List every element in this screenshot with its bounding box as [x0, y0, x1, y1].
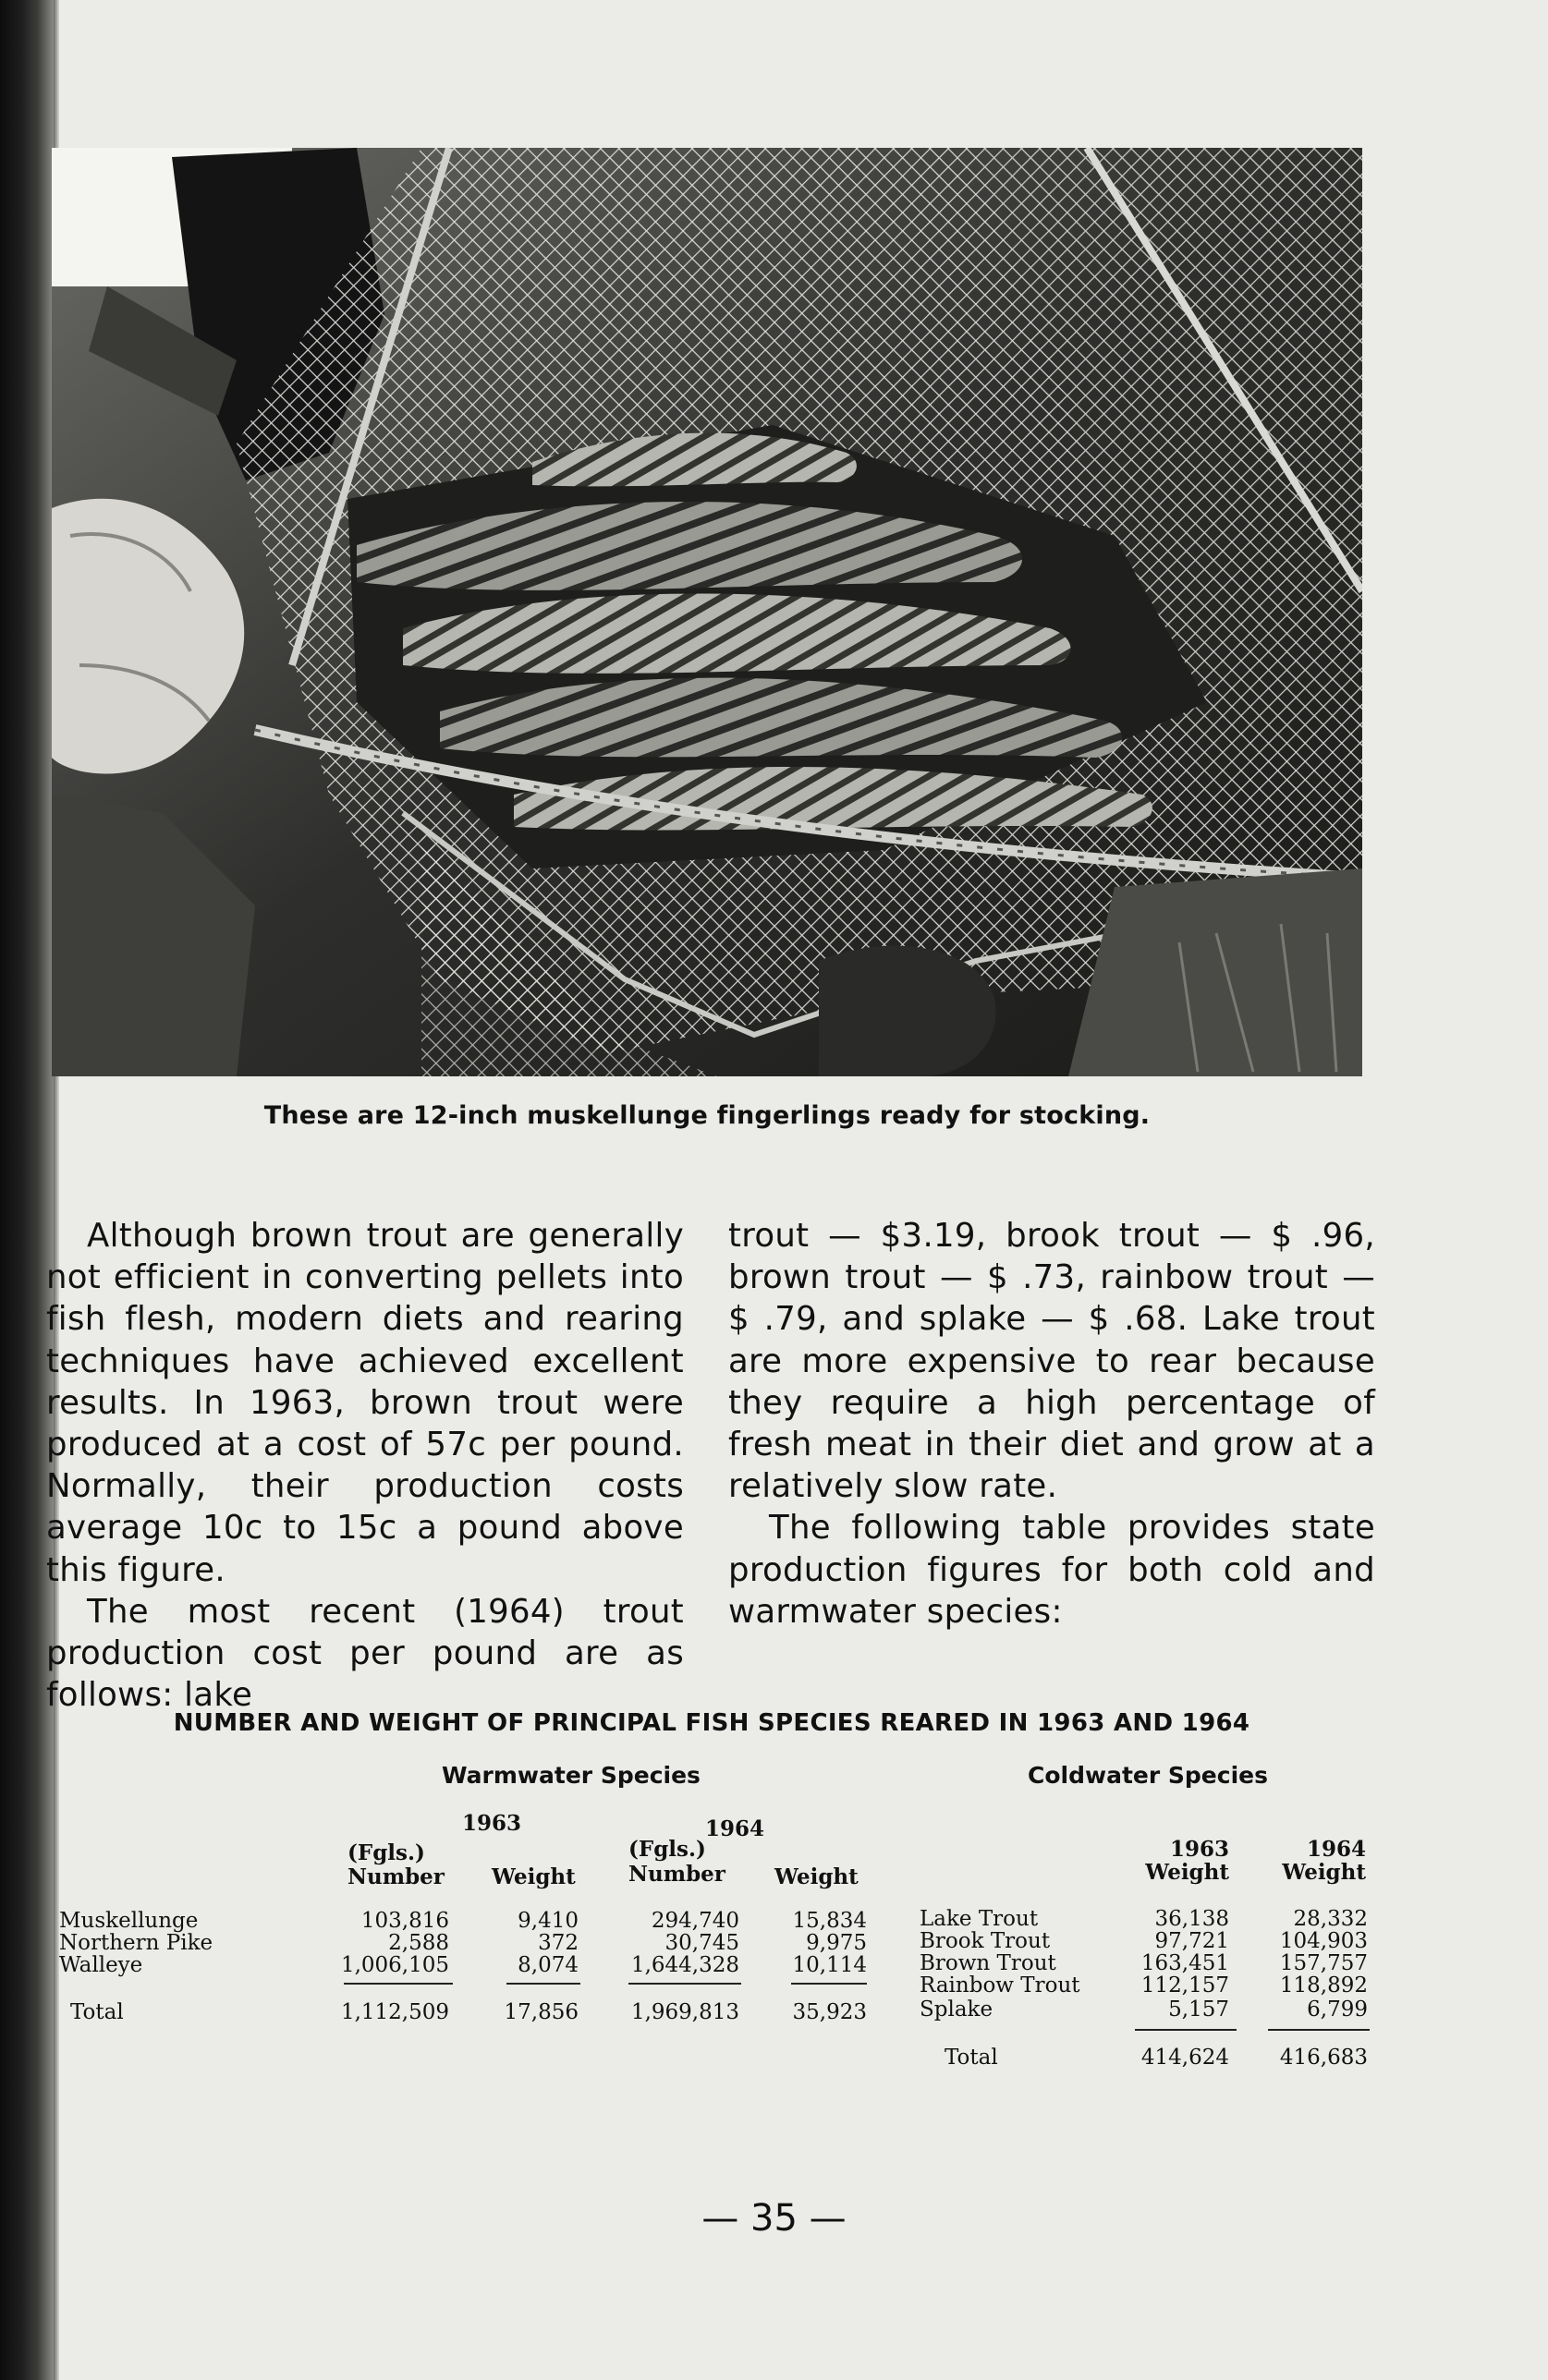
cold-species-3: Rainbow Trout: [920, 1973, 1080, 1998]
cold-rule-w63: [1135, 2029, 1237, 2031]
warm-species-2: Walleye: [59, 1953, 143, 1977]
cold-weight-1964: Weight: [1282, 1860, 1366, 1885]
cold-w63-4: 5,157: [1168, 1998, 1229, 2022]
cold-w64-2: 157,757: [1279, 1951, 1368, 1975]
warm-rule-w64: [791, 1983, 867, 1985]
right-column: [728, 1215, 1375, 1633]
cold-w64-0: 28,332: [1293, 1907, 1368, 1931]
cold-species-4: Splake: [920, 1998, 993, 2022]
cold-w63-2: 163,451: [1140, 1951, 1229, 1975]
warm-species-0: Muskellunge: [59, 1909, 199, 1933]
cold-w63-0: 36,138: [1154, 1907, 1229, 1931]
warm-fgls-1964: (Fgls.): [628, 1837, 706, 1862]
warm-total-n64: 1,969,813: [630, 2000, 739, 2024]
cold-species-2: Brown Trout: [920, 1951, 1056, 1975]
warm-w64-0: 15,834: [792, 1909, 867, 1933]
cold-w63-1: 97,721: [1154, 1929, 1229, 1953]
coldwater-heading: Coldwater Species: [1028, 1762, 1268, 1789]
cold-w64-1: 104,903: [1279, 1929, 1368, 1953]
cold-total-w63: 414,624: [1140, 2046, 1229, 2070]
warm-weight-1963: Weight: [492, 1864, 576, 1889]
cold-year-1964: 1964: [1306, 1837, 1366, 1862]
fish-photo: [52, 148, 1362, 1076]
warm-total-w64: 35,923: [792, 2000, 867, 2024]
warm-year-1964: 1964: [705, 1816, 765, 1841]
warm-weight-1964: Weight: [774, 1864, 859, 1889]
warm-w64-1: 9,975: [806, 1931, 867, 1955]
left-column: [46, 1215, 684, 1716]
warm-number-1964: Number: [628, 1862, 725, 1887]
warm-w63-1: 372: [538, 1931, 579, 1955]
cold-w64-3: 118,892: [1279, 1973, 1368, 1998]
warm-w63-0: 9,410: [518, 1909, 579, 1933]
paragraph-brown-trout: Although brown trout are generally not efficient in converting pellets into fish flesh, modern diets and rearing techniques have achieved excellent results. In 1963, brown trout were produced at a cost of 57c per pound. Normally, their production costs average 10c to 15c a pound above this figure.: [46, 1217, 684, 1589]
warm-rule-w63: [506, 1983, 580, 1985]
binding-edge: [0, 0, 54, 2380]
cold-w63-3: 112,157: [1140, 1973, 1229, 1998]
cold-species-0: Lake Trout: [920, 1907, 1039, 1931]
paragraph-table-intro: The following table provides state production figures for both cold and warmwater species:: [728, 1509, 1375, 1631]
warm-n63-2: 1,006,105: [340, 1953, 449, 1977]
warm-n64-0: 294,740: [651, 1909, 739, 1933]
paragraph-costs-intro: The most recent (1964) trout production cost per pound are as follows: lake: [46, 1592, 684, 1715]
cold-w64-4: 6,799: [1307, 1998, 1368, 2022]
warm-total-w63: 17,856: [504, 2000, 579, 2024]
cold-year-1963: 1963: [1169, 1837, 1229, 1862]
warm-year-1963: 1963: [462, 1811, 522, 1836]
cold-total-label: Total: [945, 2046, 998, 2070]
warm-number-1963: Number: [347, 1864, 445, 1889]
cold-weight-1963: Weight: [1145, 1860, 1229, 1885]
table-title: NUMBER AND WEIGHT OF PRINCIPAL FISH SPECIES REARED IN 1963 AND 1964: [173, 1709, 1250, 1737]
warm-species-1: Northern Pike: [59, 1931, 213, 1955]
warm-rule-n64: [628, 1983, 741, 1985]
warm-total-n63: 1,112,509: [340, 2000, 449, 2024]
warm-w64-2: 10,114: [792, 1953, 867, 1977]
warm-w63-2: 8,074: [518, 1953, 579, 1977]
warm-rule-n63: [344, 1983, 453, 1985]
warm-n64-1: 30,745: [664, 1931, 739, 1955]
warm-fgls-1963: (Fgls.): [347, 1840, 425, 1865]
warmwater-heading: Warmwater Species: [442, 1762, 701, 1789]
cold-rule-w64: [1268, 2029, 1370, 2031]
warm-total-label: Total: [70, 2000, 124, 2024]
photo-caption: These are 12-inch muskellunge fingerlings ready for stocking.: [263, 1101, 1151, 1130]
page-number: — 35 —: [701, 2197, 847, 2240]
cold-total-w64: 416,683: [1279, 2046, 1368, 2070]
warm-n63-1: 2,588: [388, 1931, 449, 1955]
warm-n64-2: 1,644,328: [630, 1953, 739, 1977]
paragraph-cost-list: trout — $3.19, brook trout — $ .96, brown trout — $ .73, rainbow trout — $ .79, and splake — $ .68. Lake trout are more expensive to rear because they require a high percentage of fresh meat in their diet and grow at a relatively slow rate.: [728, 1217, 1375, 1506]
cold-species-1: Brook Trout: [920, 1929, 1051, 1953]
warm-n63-0: 103,816: [360, 1909, 449, 1933]
